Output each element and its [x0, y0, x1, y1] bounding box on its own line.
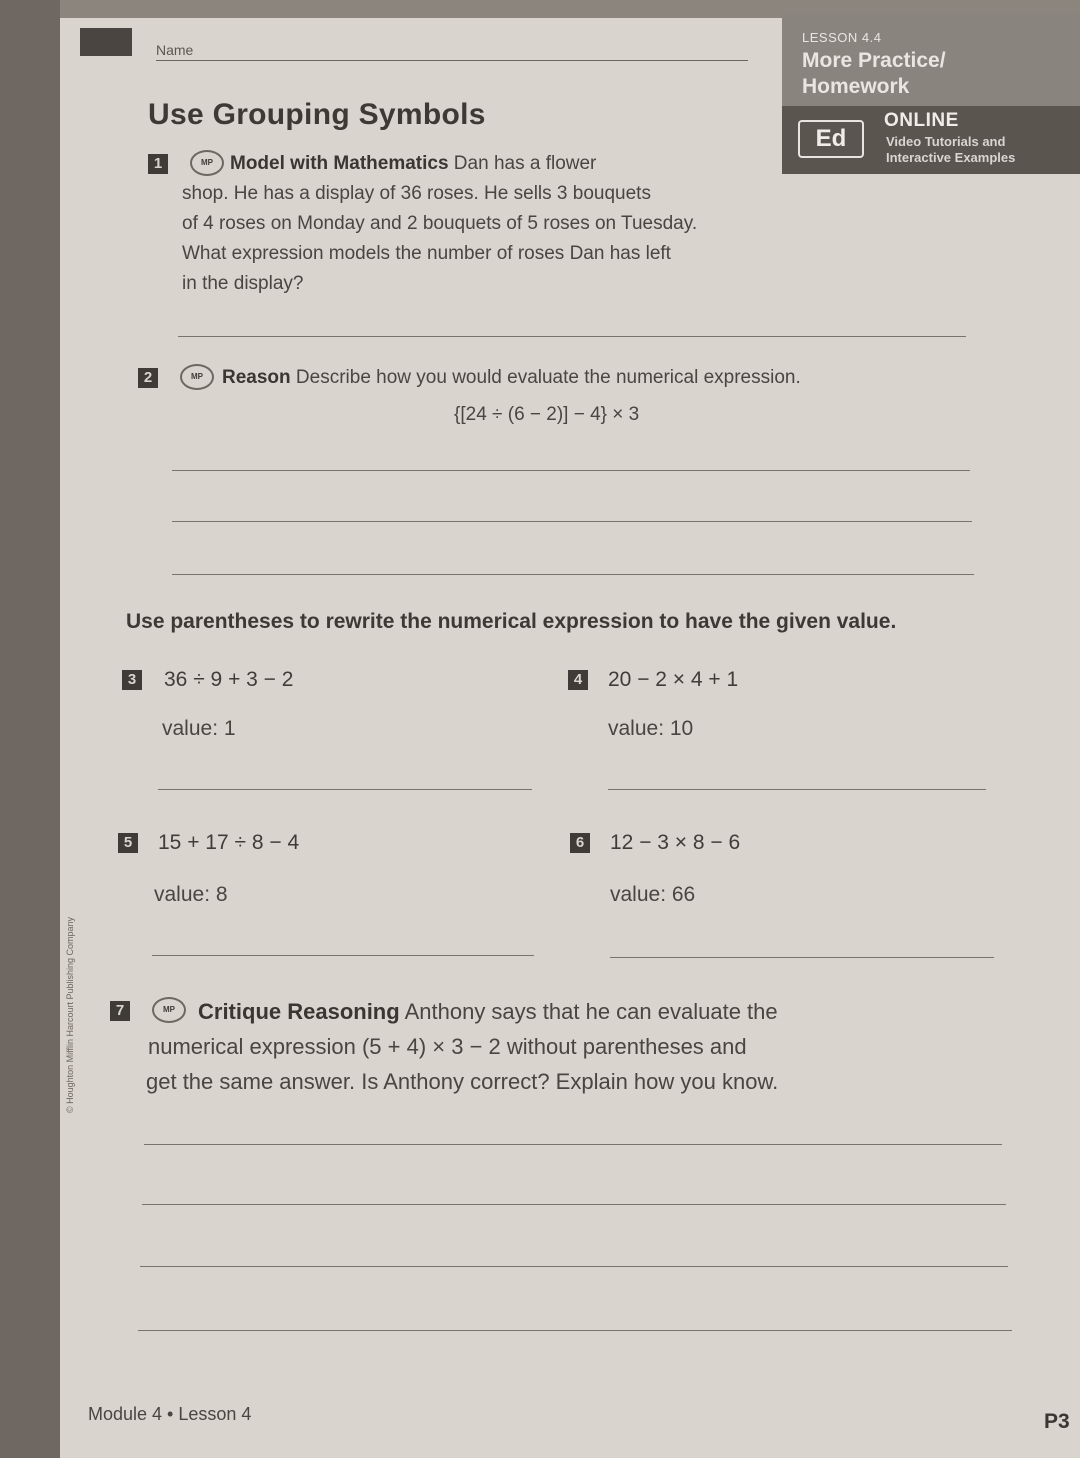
publisher-credit: © Houghton Mifflin Harcourt Publishing Company: [65, 916, 75, 1114]
online-resources-box: [782, 106, 1080, 174]
math-practice-icon: MP: [190, 150, 224, 176]
footer-module-lesson: Module 4 • Lesson 4: [88, 1404, 252, 1424]
problem-2-number: 2: [138, 368, 158, 388]
problem-5-answer-line[interactable]: [152, 955, 534, 956]
math-practice-icon: MP: [152, 997, 186, 1023]
page-number: P3: [1044, 1410, 1070, 1433]
lesson-title-line1: More Practice/: [802, 49, 946, 72]
problem-2-answer-line-3[interactable]: [172, 574, 974, 575]
problem-7-answer-line-1[interactable]: [144, 1144, 1002, 1145]
ed-logo-icon: Ed: [798, 120, 864, 158]
problem-4-value: value: 10: [608, 717, 694, 740]
problem-2-expression: {[24 ÷ (6 − 2)] − 4} × 3: [454, 404, 640, 425]
problem-6-number: 6: [570, 833, 590, 853]
lesson-number: LESSON 4.4: [802, 30, 882, 45]
problem-6-answer-line[interactable]: [610, 957, 994, 958]
problem-4-number: 4: [568, 670, 588, 690]
worksheet-page: [60, 0, 1080, 1458]
problem-3-answer-line[interactable]: [158, 789, 532, 790]
problem-1-line4: What expression models the number of roses Dan has left: [182, 243, 671, 264]
problem-7-number: 7: [110, 1001, 130, 1021]
problem-1-line5: in the display?: [182, 273, 304, 294]
problem-7-line1: Critique Reasoning Anthony says that he can evaluate the: [198, 999, 778, 1024]
problem-5-expression: 15 + 17 ÷ 8 − 4: [158, 831, 300, 854]
corner-tab: [80, 28, 132, 56]
problem-1-line3: of 4 roses on Monday and 2 bouquets of 5 roses on Tuesday.: [182, 213, 698, 234]
problem-1-line1: Model with Mathematics Dan has a flower: [230, 153, 597, 174]
problem-5-number: 5: [118, 833, 138, 853]
problem-7-heading: Critique Reasoning: [198, 999, 400, 1024]
problem-7-line3: get the same answer. Is Anthony correct? Explain how you know.: [146, 1069, 779, 1094]
problem-2-prompt: Reason Describe how you would evaluate the numerical expression.: [222, 367, 801, 388]
problem-1-answer-line[interactable]: [178, 336, 966, 337]
problem-4-answer-line[interactable]: [608, 789, 986, 790]
lesson-header-box: [782, 14, 1080, 106]
name-answer-line[interactable]: [156, 60, 748, 61]
problem-1-line2: shop. He has a display of 36 roses. He sells 3 bouquets: [182, 183, 651, 204]
online-subtitle-line2: Interactive Examples: [886, 150, 1016, 165]
problem-3-value: value: 1: [162, 717, 236, 740]
lesson-title-line2: Homework: [802, 75, 910, 98]
problem-2-answer-line-2[interactable]: [172, 521, 972, 522]
problem-2-heading: Reason: [222, 367, 291, 388]
problem-3-number: 3: [122, 670, 142, 690]
problem-6-value: value: 66: [610, 883, 696, 906]
problem-2-answer-line-1[interactable]: [172, 470, 970, 471]
problem-4-expression: 20 − 2 × 4 + 1: [608, 668, 739, 691]
problem-1-number: 1: [148, 154, 168, 174]
problem-7-line2: numerical expression (5 + 4) × 3 − 2 without parentheses and: [148, 1034, 747, 1059]
problem-5-value: value: 8: [154, 883, 228, 906]
name-label: Name: [156, 42, 194, 58]
problem-7-answer-line-2[interactable]: [142, 1204, 1006, 1205]
problem-7-answer-line-3[interactable]: [140, 1266, 1008, 1267]
online-subtitle: [886, 134, 1015, 166]
page-title: Use Grouping Symbols: [148, 98, 486, 131]
problem-1-heading: Model with Mathematics: [230, 153, 449, 174]
problem-6-expression: 12 − 3 × 8 − 6: [610, 831, 741, 854]
online-subtitle-line1: Video Tutorials and: [886, 134, 1006, 149]
problem-7-answer-line-4[interactable]: [138, 1330, 1012, 1331]
lesson-title: [802, 48, 946, 100]
problem-3-expression: 36 ÷ 9 + 3 − 2: [164, 668, 294, 691]
math-practice-icon: MP: [180, 364, 214, 390]
section-instruction: Use parentheses to rewrite the numerical expression to have the given value.: [126, 610, 897, 633]
online-title: ONLINE: [884, 110, 959, 131]
